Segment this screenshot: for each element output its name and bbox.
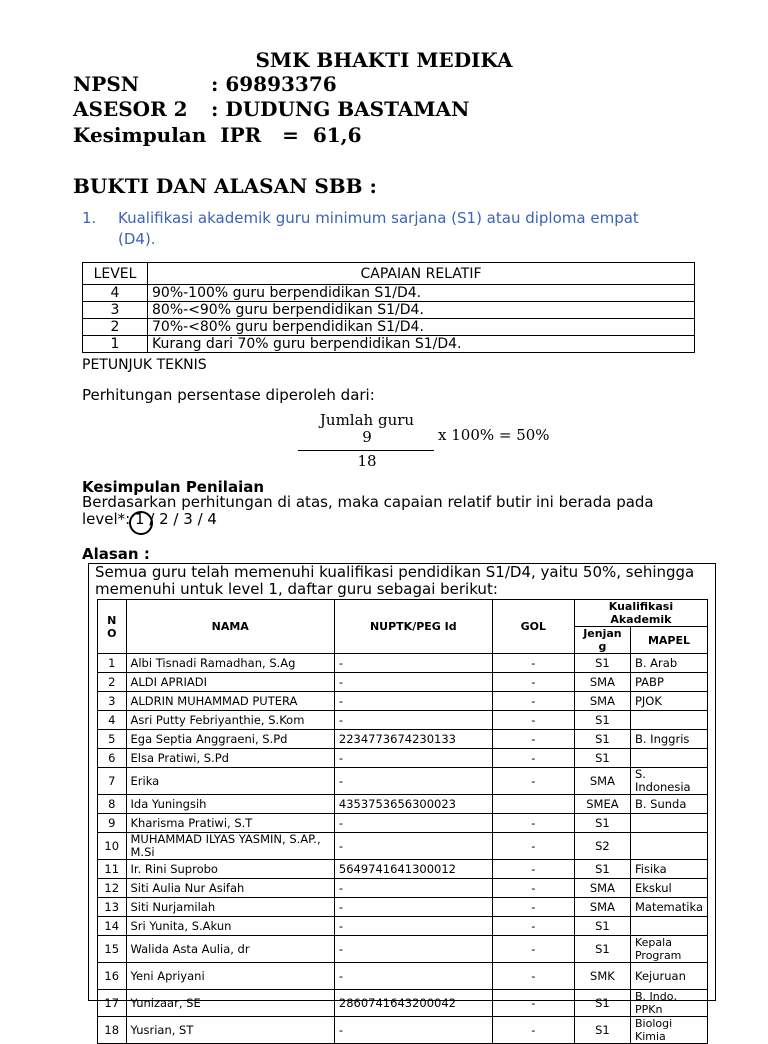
row-jenjang: S2 bbox=[574, 833, 630, 860]
row-mapel: B. Inggris bbox=[630, 730, 707, 749]
row-mapel: Ekskul bbox=[630, 879, 707, 898]
kesimpulan-text: Berdasarkan perhitungan di atas, maka capaian relatif butir ini berada pada bbox=[82, 493, 654, 511]
asesor-row bbox=[73, 97, 469, 121]
row-gol bbox=[492, 795, 574, 814]
row-no: 14 bbox=[98, 917, 127, 936]
level-row bbox=[83, 319, 695, 336]
row-nama: Ir. Rini Suprobo bbox=[126, 860, 334, 879]
row-mapel: PJOK bbox=[630, 692, 707, 711]
row-gol: - bbox=[492, 917, 574, 936]
criteria-text: Kualifikasi akademik guru minimum sarjana (S1) atau diploma empat (D4). bbox=[118, 209, 639, 248]
level-desc: 70%-<80% guru berpendidikan S1/D4. bbox=[148, 319, 695, 336]
row-no: 1 bbox=[98, 654, 127, 673]
row-gol: - bbox=[492, 879, 574, 898]
row-mapel: Kejuruan bbox=[630, 963, 707, 990]
row-no: 18 bbox=[98, 1017, 127, 1044]
table-row bbox=[98, 711, 708, 730]
jenjang-header: Jenjan g bbox=[574, 627, 630, 654]
gol-header: GOL bbox=[492, 600, 574, 654]
row-no: 13 bbox=[98, 898, 127, 917]
level-row bbox=[83, 302, 695, 319]
row-jenjang: S1 bbox=[574, 711, 630, 730]
table-row bbox=[98, 749, 708, 768]
row-nama: Ega Septia Anggraeni, S.Pd bbox=[126, 730, 334, 749]
row-gol: - bbox=[492, 711, 574, 730]
row-no: 3 bbox=[98, 692, 127, 711]
row-nuptk: 4353753656300023 bbox=[334, 795, 492, 814]
table-row bbox=[98, 898, 708, 917]
row-nama: Kharisma Pratiwi, S.T bbox=[126, 814, 334, 833]
row-mapel: B. Indo, PPKn bbox=[630, 990, 707, 1017]
table-row bbox=[98, 833, 708, 860]
row-mapel bbox=[630, 917, 707, 936]
npsn-row bbox=[73, 72, 337, 96]
row-jenjang: S1 bbox=[574, 1017, 630, 1044]
asesor-label: ASESOR 2 bbox=[73, 97, 188, 121]
row-gol: - bbox=[492, 990, 574, 1017]
row-nuptk: - bbox=[334, 692, 492, 711]
row-gol: - bbox=[492, 749, 574, 768]
kesimpulan-levels: level*: 1 / 2 / 3 / 4 bbox=[82, 510, 217, 528]
table-row bbox=[98, 654, 708, 673]
row-no: 8 bbox=[98, 795, 127, 814]
row-gol: - bbox=[492, 860, 574, 879]
row-nuptk: - bbox=[334, 711, 492, 730]
level-header: LEVEL bbox=[83, 263, 148, 285]
table-row bbox=[98, 879, 708, 898]
row-no: 11 bbox=[98, 860, 127, 879]
formula-numerator-value: 9 bbox=[362, 428, 372, 446]
selected-level-circle bbox=[129, 511, 153, 535]
row-gol: - bbox=[492, 673, 574, 692]
npsn-label: NPSN bbox=[73, 72, 140, 96]
row-nama: ALDI APRIADI bbox=[126, 673, 334, 692]
row-nama: Erika bbox=[126, 768, 334, 795]
no-header: N O bbox=[98, 600, 127, 654]
row-nama: Siti Aulia Nur Asifah bbox=[126, 879, 334, 898]
row-gol: - bbox=[492, 768, 574, 795]
row-nama: Albi Tisnadi Ramadhan, S.Ag bbox=[126, 654, 334, 673]
row-gol: - bbox=[492, 898, 574, 917]
npsn-value: : 69893376 bbox=[211, 72, 337, 96]
row-nama: Sri Yunita, S.Akun bbox=[126, 917, 334, 936]
row-gol: - bbox=[492, 654, 574, 673]
row-mapel: PABP bbox=[630, 673, 707, 692]
row-jenjang: SMEA bbox=[574, 795, 630, 814]
row-no: 6 bbox=[98, 749, 127, 768]
row-nama: Elsa Pratiwi, S.Pd bbox=[126, 749, 334, 768]
level-desc: 90%-100% guru berpendidikan S1/D4. bbox=[148, 285, 695, 302]
formula-numerator-label: Jumlah guru bbox=[319, 411, 415, 429]
level-value: 4 bbox=[83, 285, 148, 302]
row-nuptk: 5649741641300012 bbox=[334, 860, 492, 879]
table-row bbox=[98, 692, 708, 711]
row-jenjang: S1 bbox=[574, 814, 630, 833]
row-nama: ALDRIN MUHAMMAD PUTERA bbox=[126, 692, 334, 711]
row-jenjang: S1 bbox=[574, 936, 630, 963]
row-no: 9 bbox=[98, 814, 127, 833]
row-no: 17 bbox=[98, 990, 127, 1017]
row-nuptk: - bbox=[334, 917, 492, 936]
kesimpulan-ipr: Kesimpulan IPR = 61,6 bbox=[73, 123, 362, 147]
row-nama: Yeni Apriyani bbox=[126, 963, 334, 990]
row-gol: - bbox=[492, 814, 574, 833]
kesimpulan-title: Kesimpulan Penilaian bbox=[82, 478, 265, 496]
table-row bbox=[98, 795, 708, 814]
row-nuptk: - bbox=[334, 833, 492, 860]
row-nuptk: - bbox=[334, 654, 492, 673]
table-row bbox=[98, 860, 708, 879]
mapel-header: MAPEL bbox=[630, 627, 707, 654]
table-row bbox=[98, 673, 708, 692]
criteria-number: 1. bbox=[82, 209, 97, 227]
row-jenjang: S1 bbox=[574, 749, 630, 768]
row-jenjang: S1 bbox=[574, 654, 630, 673]
row-nuptk: - bbox=[334, 749, 492, 768]
alasan-text: Semua guru telah memenuhi kualifikasi pendidikan S1/D4, yaitu 50%, sehingga memenuhi untuk level 1, daftar guru sebagai berikut: bbox=[95, 563, 695, 598]
nama-header: NAMA bbox=[126, 600, 334, 654]
row-mapel bbox=[630, 833, 707, 860]
capaian-header: CAPAIAN RELATIF bbox=[148, 263, 695, 285]
level-table bbox=[82, 262, 695, 353]
row-jenjang: S1 bbox=[574, 990, 630, 1017]
fraction-line bbox=[298, 450, 434, 451]
table-row bbox=[98, 963, 708, 990]
alasan-title: Alasan : bbox=[82, 545, 150, 563]
row-mapel: B. Arab bbox=[630, 654, 707, 673]
row-no: 7 bbox=[98, 768, 127, 795]
nuptk-header: NUPTK/PEG Id bbox=[334, 600, 492, 654]
row-nuptk: - bbox=[334, 673, 492, 692]
level-desc: 80%-<90% guru berpendidikan S1/D4. bbox=[148, 302, 695, 319]
row-gol: - bbox=[492, 692, 574, 711]
section-title: BUKTI DAN ALASAN SBB : bbox=[73, 174, 377, 198]
row-no: 16 bbox=[98, 963, 127, 990]
kualifikasi-header: Kualifikasi Akademik bbox=[574, 600, 707, 627]
row-jenjang: SMA bbox=[574, 692, 630, 711]
table-row bbox=[98, 936, 708, 963]
row-nuptk: - bbox=[334, 879, 492, 898]
perhitungan-text: Perhitungan persentase diperoleh dari: bbox=[82, 386, 375, 404]
row-jenjang: SMA bbox=[574, 898, 630, 917]
row-nuptk: - bbox=[334, 814, 492, 833]
level-value: 2 bbox=[83, 319, 148, 336]
row-no: 5 bbox=[98, 730, 127, 749]
level-row bbox=[83, 285, 695, 302]
level-desc: Kurang dari 70% guru berpendidikan S1/D4. bbox=[148, 336, 695, 353]
level-value: 3 bbox=[83, 302, 148, 319]
row-nuptk: 2234773674230133 bbox=[334, 730, 492, 749]
table-row bbox=[98, 917, 708, 936]
table-row bbox=[98, 768, 708, 795]
row-jenjang: SMA bbox=[574, 768, 630, 795]
row-gol: - bbox=[492, 833, 574, 860]
formula-result: x 100% = 50% bbox=[438, 426, 550, 444]
row-jenjang: S1 bbox=[574, 730, 630, 749]
row-nama: Yunizaar, SE bbox=[126, 990, 334, 1017]
row-nama: Walida Asta Aulia, dr bbox=[126, 936, 334, 963]
row-mapel: Fisika bbox=[630, 860, 707, 879]
row-no: 10 bbox=[98, 833, 127, 860]
row-nuptk: - bbox=[334, 963, 492, 990]
petunjuk-teknis: PETUNJUK TEKNIS bbox=[82, 357, 207, 373]
table-row bbox=[98, 730, 708, 749]
row-mapel: Kepala Program bbox=[630, 936, 707, 963]
guru-table bbox=[97, 599, 708, 1044]
row-mapel: Matematika bbox=[630, 898, 707, 917]
row-no: 4 bbox=[98, 711, 127, 730]
row-nama: Yusrian, ST bbox=[126, 1017, 334, 1044]
row-no: 15 bbox=[98, 936, 127, 963]
row-mapel bbox=[630, 711, 707, 730]
level-table-header bbox=[83, 263, 695, 285]
table-row bbox=[98, 814, 708, 833]
row-nuptk: 2860741643200042 bbox=[334, 990, 492, 1017]
row-no: 2 bbox=[98, 673, 127, 692]
formula-denominator: 18 bbox=[357, 452, 377, 470]
guru-table-header bbox=[98, 600, 708, 627]
formula-numerator bbox=[298, 412, 436, 446]
row-mapel: Biologi Kimia bbox=[630, 1017, 707, 1044]
table-row bbox=[98, 1017, 708, 1044]
row-jenjang: S1 bbox=[574, 860, 630, 879]
row-nama: MUHAMMAD ILYAS YASMIN, S.AP., M.Si bbox=[126, 833, 334, 860]
row-nama: Asri Putty Febriyanthie, S.Kom bbox=[126, 711, 334, 730]
school-name: SMK BHAKTI MEDIKA bbox=[255, 48, 513, 72]
row-gol: - bbox=[492, 936, 574, 963]
row-jenjang: SMK bbox=[574, 963, 630, 990]
row-nuptk: - bbox=[334, 898, 492, 917]
row-nuptk: - bbox=[334, 1017, 492, 1044]
table-row bbox=[98, 990, 708, 1017]
row-gol: - bbox=[492, 1017, 574, 1044]
level-row bbox=[83, 336, 695, 353]
row-no: 12 bbox=[98, 879, 127, 898]
row-mapel: S. Indonesia bbox=[630, 768, 707, 795]
row-nama: Ida Yuningsih bbox=[126, 795, 334, 814]
row-gol: - bbox=[492, 963, 574, 990]
level-value: 1 bbox=[83, 336, 148, 353]
asesor-value: : DUDUNG BASTAMAN bbox=[211, 97, 470, 121]
row-nama: Siti Nurjamilah bbox=[126, 898, 334, 917]
row-mapel bbox=[630, 814, 707, 833]
row-mapel: B. Sunda bbox=[630, 795, 707, 814]
row-jenjang: S1 bbox=[574, 917, 630, 936]
row-mapel bbox=[630, 749, 707, 768]
row-gol: - bbox=[492, 730, 574, 749]
row-jenjang: SMA bbox=[574, 673, 630, 692]
row-nuptk: - bbox=[334, 768, 492, 795]
row-nuptk: - bbox=[334, 936, 492, 963]
row-jenjang: SMA bbox=[574, 879, 630, 898]
